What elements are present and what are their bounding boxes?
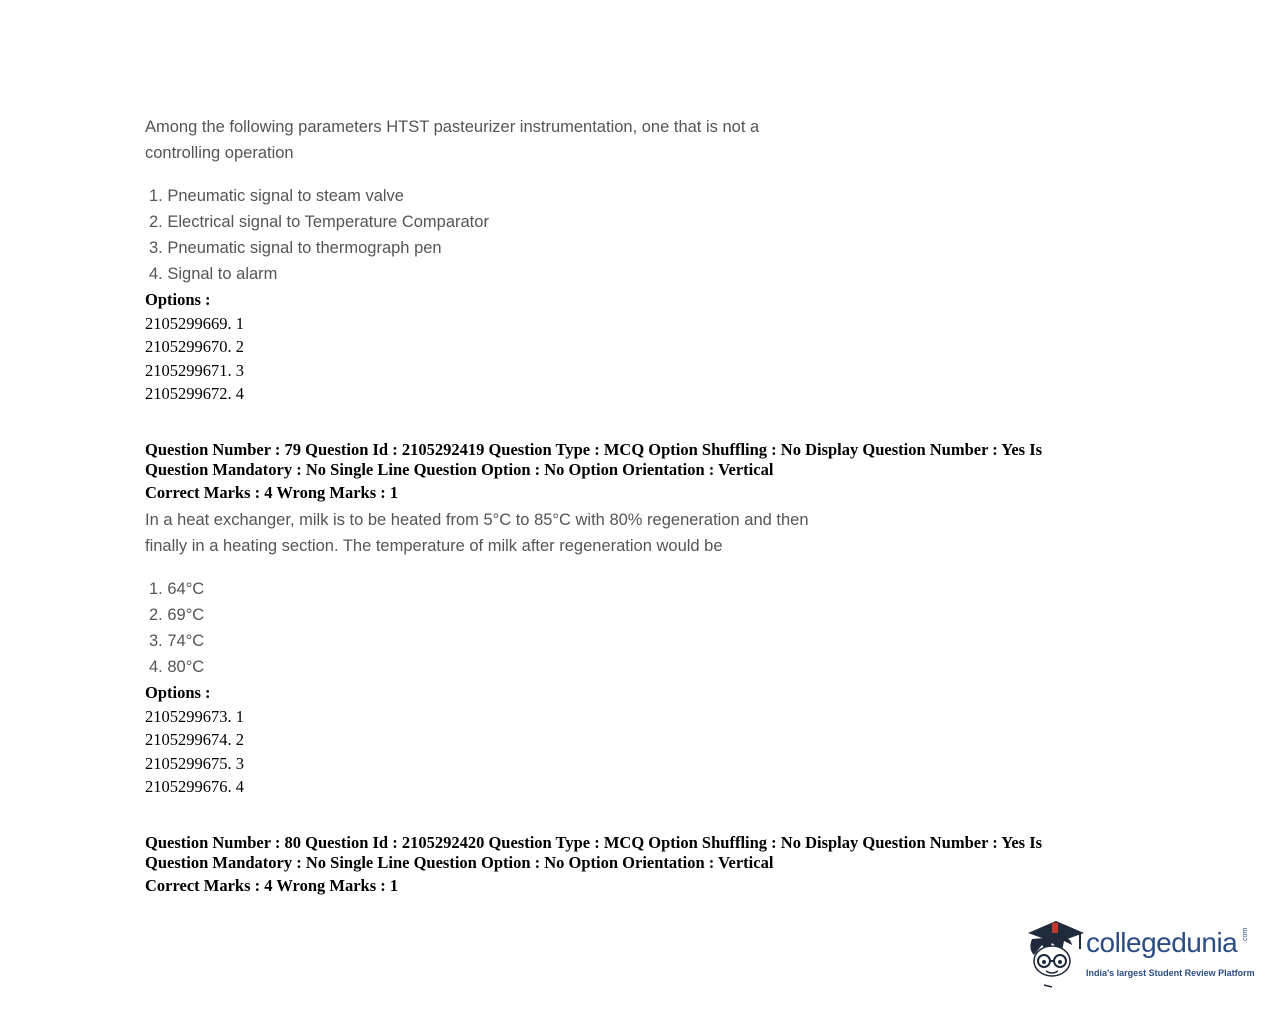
option-id: 2105299674. 2 [145,730,244,750]
choice-item: 2. Electrical signal to Temperature Comparator [149,213,489,231]
question-text-line: controlling operation [145,144,294,162]
question-79-text [145,507,845,559]
question-text-line: Among the following parameters HTST pasteurizer instrumentation, one that is not a [145,118,760,136]
question-79-meta [145,440,1105,480]
choice-item: 1. Pneumatic signal to steam valve [149,187,404,205]
question-78-choices [149,183,489,287]
question-79-choices [149,576,204,680]
choice-item: 3. Pneumatic signal to thermograph pen [149,239,442,257]
question-text-line: In a heat exchanger, milk is to be heated from 5°C to 85°C with 80% regeneration and then [145,511,809,529]
logo-dotcom: .com [1242,927,1249,943]
choice-item: 2. 69°C [149,606,205,624]
options-label: Options : [145,683,211,702]
choice-item: 4. Signal to alarm [149,265,278,283]
option-id: 2105299669. 1 [145,313,244,333]
question-78-text [145,114,845,166]
question-80-marks: Correct Marks : 4 Wrong Marks : 1 [145,876,399,895]
question-78-options [145,288,244,406]
option-id: 2105299670. 2 [145,337,244,357]
option-id: 2105299672. 4 [145,384,244,404]
question-79-marks: Correct Marks : 4 Wrong Marks : 1 [145,483,399,502]
option-id: 2105299675. 3 [145,753,244,773]
question-79-options [145,681,244,799]
collegedunia-logo [1022,915,1262,995]
meta-line: Question Number : 79 Question Id : 2105292419 Question Type : MCQ Option Shuffling : No Display Question Number : Yes Is [145,440,1043,459]
choice-item: 3. 74°C [149,632,205,650]
choice-item: 4. 80°C [149,658,205,676]
option-id: 2105299673. 1 [145,706,244,726]
option-id: 2105299671. 3 [145,360,244,380]
question-text-line: finally in a heating section. The temperature of milk after regeneration would be [145,537,723,555]
question-80-meta [145,833,1105,873]
logo-tagline: India's largest Student Review Platform [1086,968,1255,978]
logo-wordmark: collegedunia [1086,927,1238,958]
meta-line: Question Mandatory : No Single Line Question Option : No Option Orientation : Vertical [145,853,774,872]
choice-item: 1. 64°C [149,580,205,598]
meta-line: Question Mandatory : No Single Line Question Option : No Option Orientation : Vertical [145,460,774,479]
option-id: 2105299676. 4 [145,777,244,797]
meta-line: Question Number : 80 Question Id : 2105292420 Question Type : MCQ Option Shuffling : No Display Question Number : Yes Is [145,833,1043,852]
graduate-mascot-icon [1022,915,1086,995]
options-label: Options : [145,290,211,309]
